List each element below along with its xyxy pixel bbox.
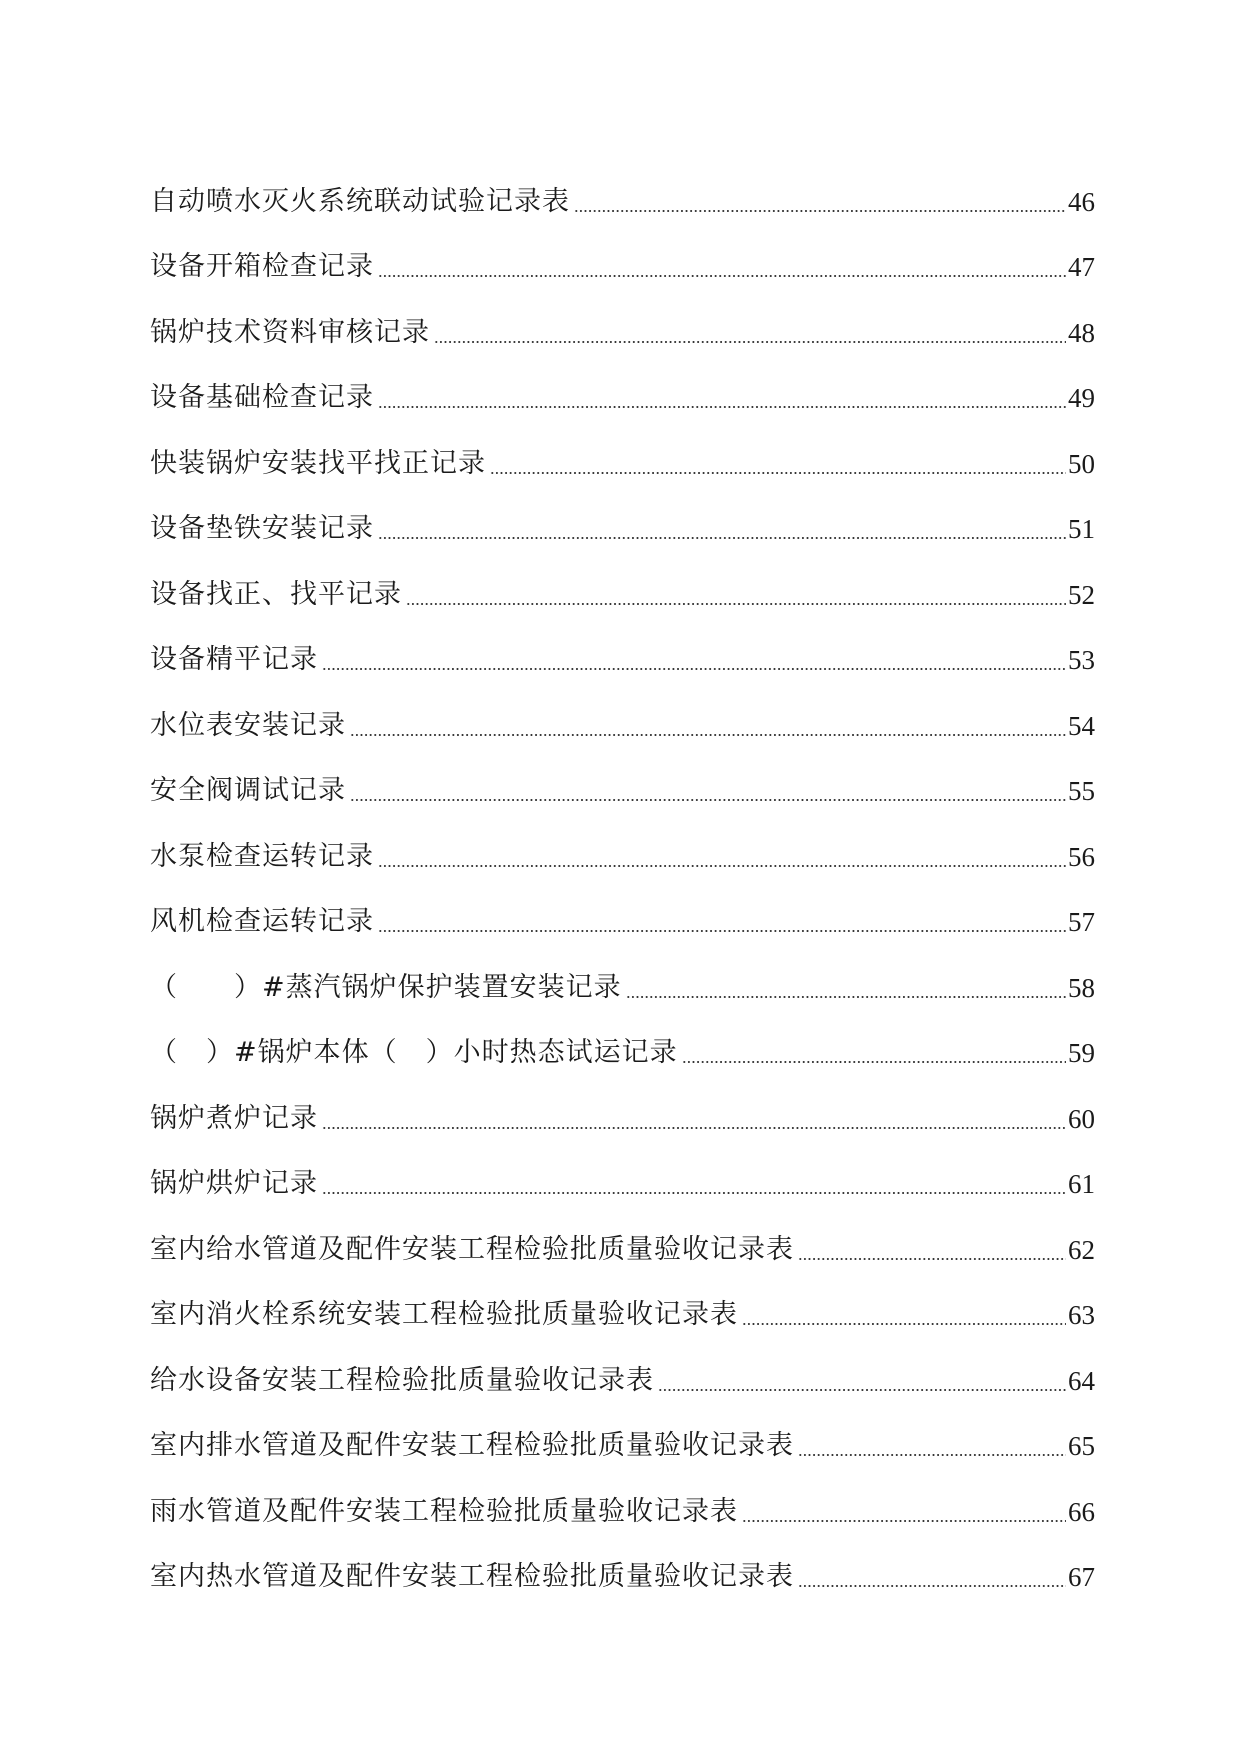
toc-dot-leader <box>378 537 1066 539</box>
toc-page-number: 49 <box>1068 383 1095 413</box>
toc-page-number: 62 <box>1068 1234 1095 1265</box>
toc-entry-title: 锅炉煮炉记录 <box>150 1102 318 1134</box>
toc-entry[interactable] <box>150 939 1095 1005</box>
toc-dot-leader <box>490 472 1066 474</box>
toc-entry[interactable] <box>150 612 1095 678</box>
toc-entry-title: 水泵检查运转记录 <box>150 840 374 872</box>
toc-dot-leader <box>322 1192 1066 1194</box>
toc-page-number: 50 <box>1068 448 1095 479</box>
toc-entry[interactable] <box>150 284 1095 350</box>
toc-entry-title: 自动喷水灭火系统联动试验记录表 <box>150 185 570 217</box>
toc-page-number: 59 <box>1068 1038 1095 1068</box>
toc-page-number: 65 <box>1068 1431 1095 1461</box>
toc-dot-leader <box>798 1454 1066 1456</box>
toc-dot-leader <box>798 1258 1066 1260</box>
toc-page-number: 58 <box>1068 972 1095 1003</box>
toc-entry[interactable] <box>150 874 1095 940</box>
toc-page-number: 63 <box>1068 1300 1095 1330</box>
toc-page-number: 47 <box>1068 252 1095 282</box>
toc-entry-title: 给水设备安装工程检验批质量验收记录表 <box>150 1364 654 1396</box>
toc-dot-leader <box>350 734 1066 736</box>
toc-entry[interactable] <box>150 1529 1095 1595</box>
toc-entry-title: 安全阀调试记录 <box>150 775 346 806</box>
toc-entry[interactable] <box>150 743 1095 809</box>
table-of-contents <box>150 153 1095 1594</box>
toc-dot-leader <box>378 865 1066 867</box>
toc-entry[interactable] <box>150 808 1095 874</box>
toc-entry-title: 设备精平记录 <box>150 644 318 675</box>
toc-page-number: 60 <box>1068 1103 1095 1134</box>
toc-entry[interactable] <box>150 219 1095 285</box>
toc-entry[interactable] <box>150 1332 1095 1398</box>
toc-dot-leader <box>574 210 1066 212</box>
toc-entry[interactable] <box>150 153 1095 219</box>
toc-entry-title: （ ）#蒸汽锅炉保护装置安装记录 <box>150 971 622 1003</box>
toc-dot-leader <box>742 1520 1066 1522</box>
toc-page-number: 51 <box>1068 514 1095 544</box>
toc-dot-leader <box>626 996 1066 998</box>
toc-dot-leader <box>658 1389 1066 1391</box>
toc-entry-title: 设备开箱检查记录 <box>150 251 374 282</box>
toc-dot-leader <box>350 799 1066 801</box>
toc-page-number: 67 <box>1068 1562 1095 1592</box>
toc-dot-leader <box>798 1585 1066 1587</box>
toc-entry[interactable] <box>150 1201 1095 1267</box>
toc-page-number: 66 <box>1068 1496 1095 1527</box>
toc-entry[interactable] <box>150 1005 1095 1071</box>
toc-entry[interactable] <box>150 1463 1095 1529</box>
toc-entry-title: 水位表安装记录 <box>150 709 346 741</box>
toc-entry[interactable] <box>150 350 1095 416</box>
toc-entry[interactable] <box>150 1267 1095 1333</box>
toc-dot-leader <box>742 1323 1066 1325</box>
toc-dot-leader <box>322 1127 1066 1129</box>
toc-entry-title: 设备基础检查记录 <box>150 382 374 413</box>
toc-dot-leader <box>378 275 1066 277</box>
toc-entry-title: 设备垫铁安装记录 <box>150 513 374 544</box>
toc-entry[interactable] <box>150 1398 1095 1464</box>
toc-entry[interactable] <box>150 415 1095 481</box>
toc-page-number: 53 <box>1068 645 1095 675</box>
toc-entry[interactable] <box>150 1070 1095 1136</box>
toc-page-number: 55 <box>1068 776 1095 806</box>
toc-dot-leader <box>434 341 1066 343</box>
toc-page-number: 54 <box>1068 710 1095 741</box>
toc-entry[interactable] <box>150 1136 1095 1202</box>
toc-entry-title: 快装锅炉安装找平找正记录 <box>150 447 486 479</box>
toc-entry-title: 室内排水管道及配件安装工程检验批质量验收记录表 <box>150 1430 794 1461</box>
toc-entry-title: 室内给水管道及配件安装工程检验批质量验收记录表 <box>150 1233 794 1265</box>
toc-entry[interactable] <box>150 481 1095 547</box>
toc-page-number: 57 <box>1068 907 1095 937</box>
toc-entry-title: 雨水管道及配件安装工程检验批质量验收记录表 <box>150 1495 738 1527</box>
toc-entry-title: （ ）#锅炉本体（ ）小时热态试运记录 <box>150 1037 678 1068</box>
toc-entry-title: 锅炉烘炉记录 <box>150 1168 318 1199</box>
toc-page-number: 64 <box>1068 1365 1095 1396</box>
toc-dot-leader <box>322 668 1066 670</box>
toc-page-number: 56 <box>1068 841 1095 872</box>
toc-entry[interactable] <box>150 546 1095 612</box>
toc-dot-leader <box>378 930 1066 932</box>
toc-dot-leader <box>378 406 1066 408</box>
toc-dot-leader <box>406 603 1066 605</box>
toc-page-number: 52 <box>1068 579 1095 610</box>
toc-page-number: 46 <box>1068 186 1095 217</box>
toc-entry-title: 设备找正、找平记录 <box>150 578 402 610</box>
toc-dot-leader <box>682 1061 1066 1063</box>
toc-entry-title: 锅炉技术资料审核记录 <box>150 316 430 348</box>
toc-entry-title: 室内热水管道及配件安装工程检验批质量验收记录表 <box>150 1561 794 1592</box>
toc-entry-title: 室内消火栓系统安装工程检验批质量验收记录表 <box>150 1299 738 1330</box>
toc-page-number: 61 <box>1068 1169 1095 1199</box>
toc-entry-title: 风机检查运转记录 <box>150 906 374 937</box>
toc-entry[interactable] <box>150 677 1095 743</box>
toc-page-number: 48 <box>1068 317 1095 348</box>
